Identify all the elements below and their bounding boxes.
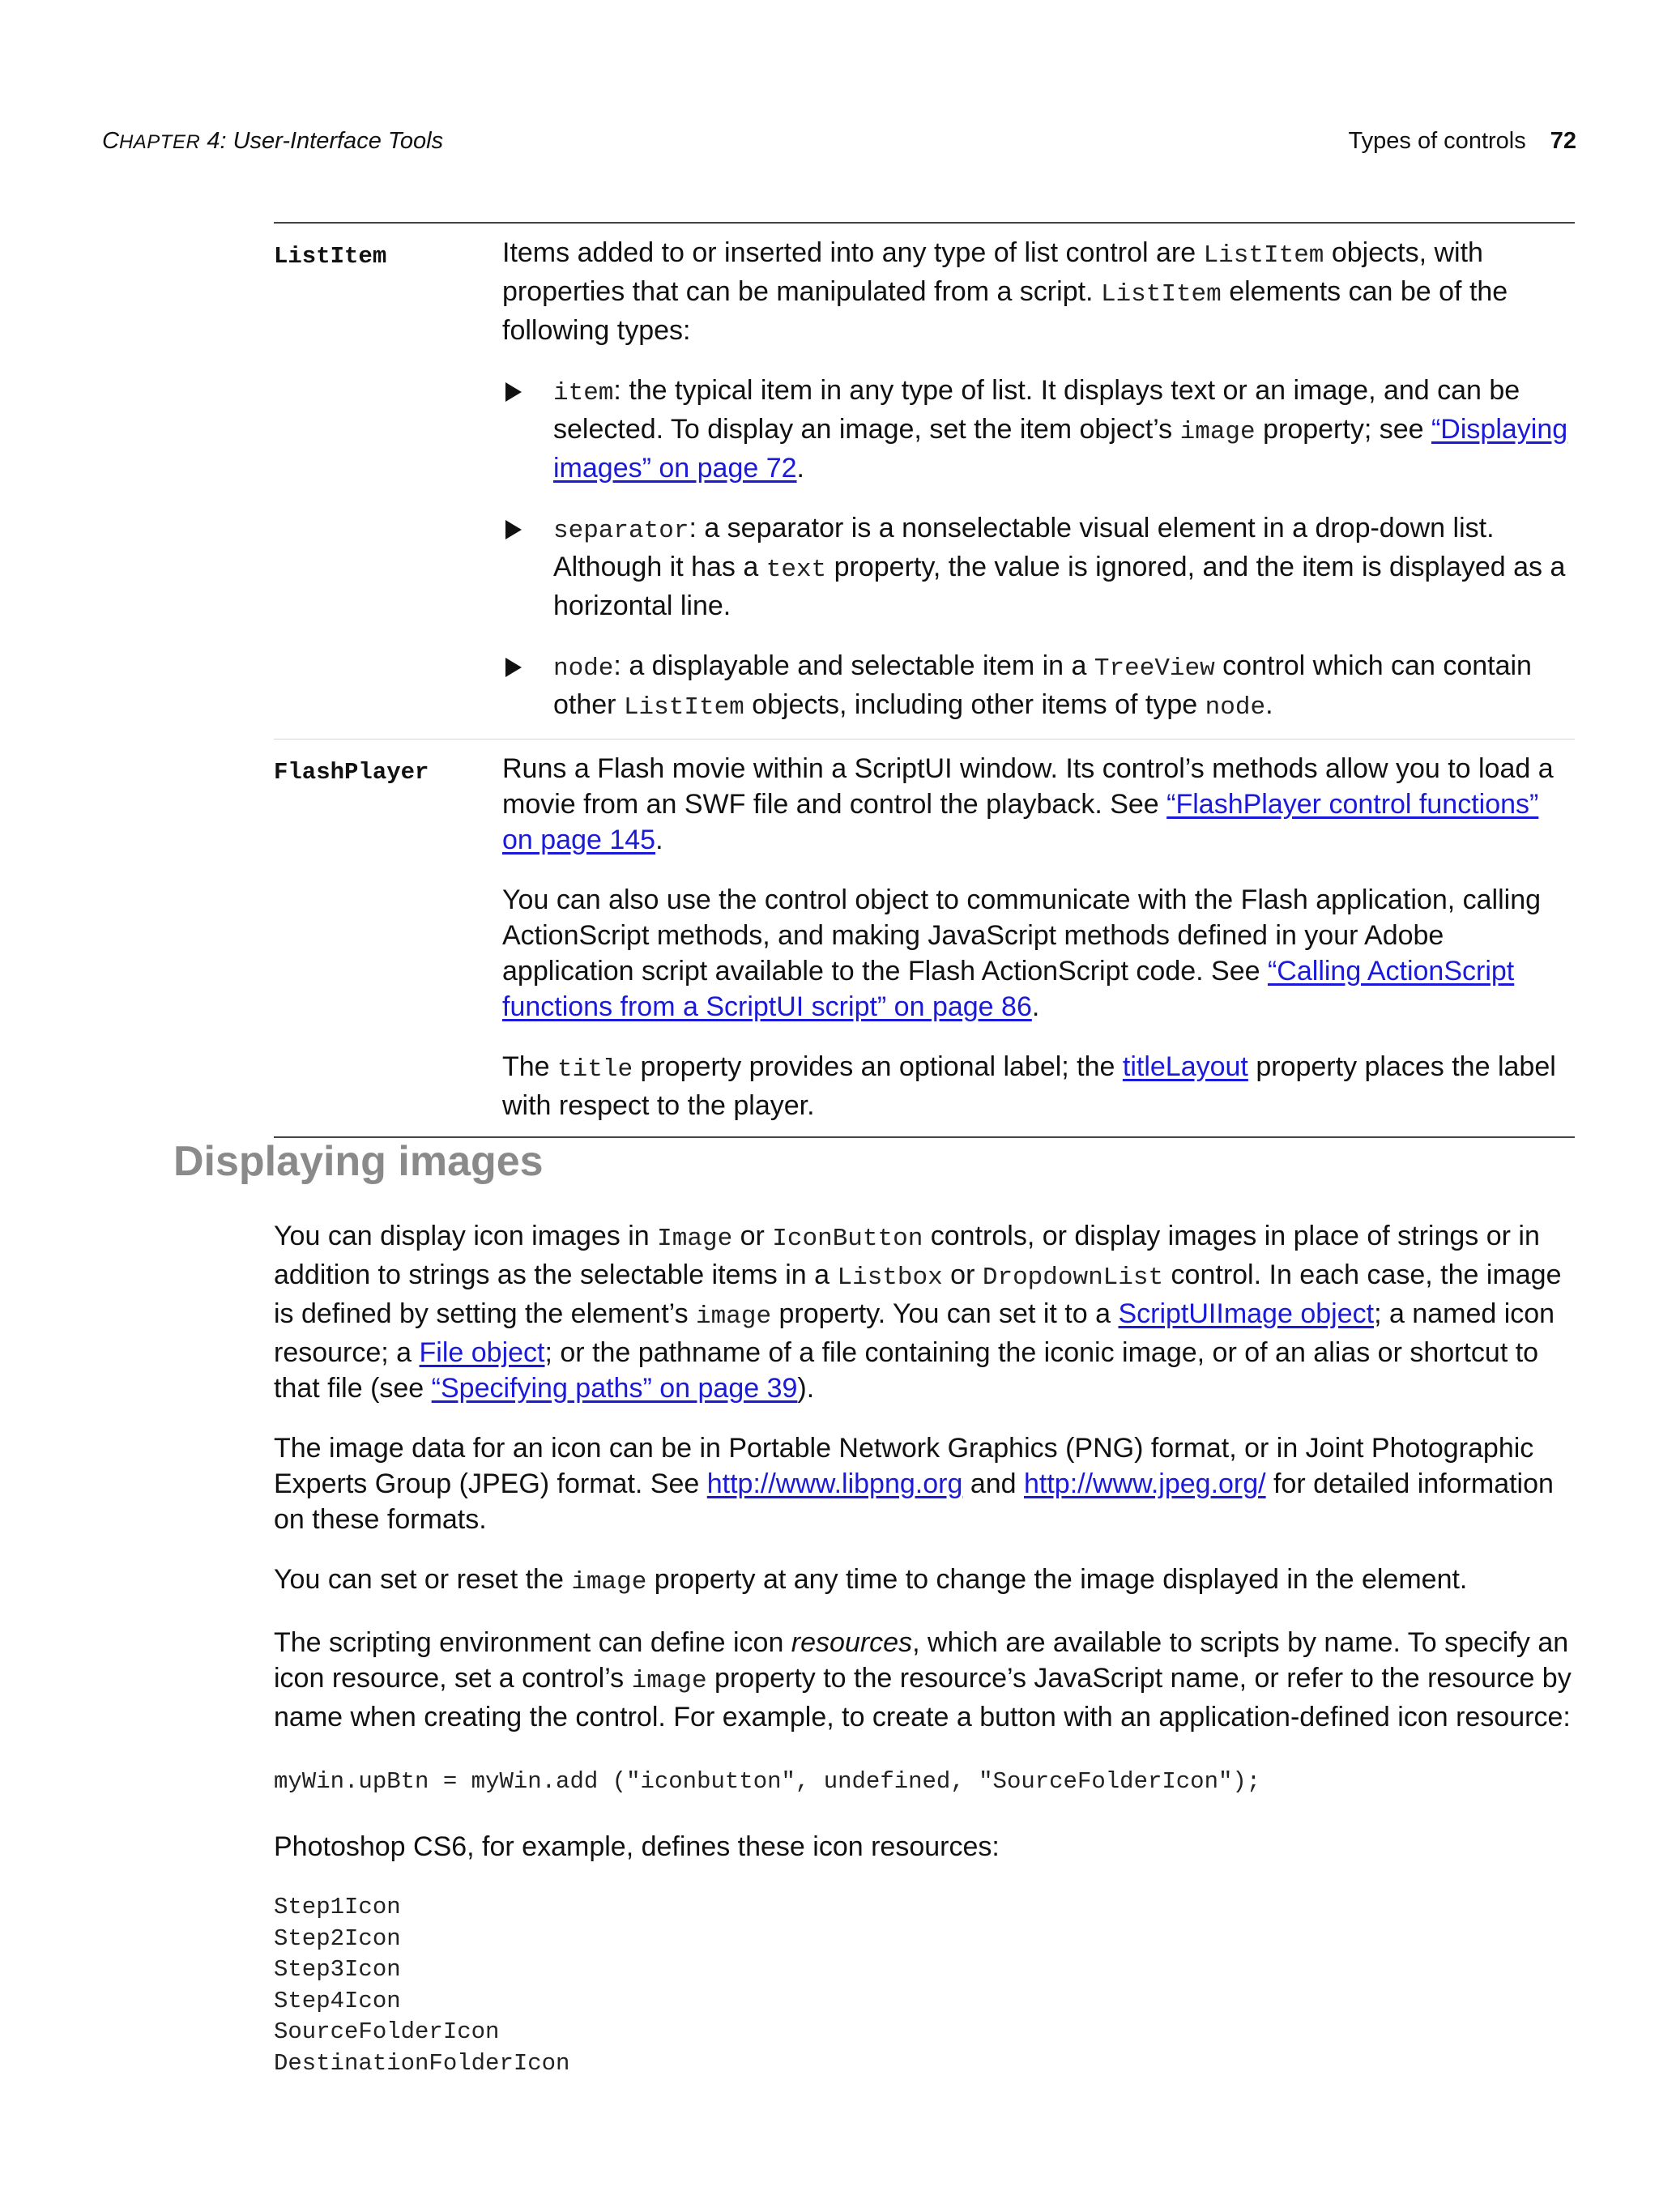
section-heading: Displaying images [173, 1138, 544, 1185]
table-row-listitem [274, 224, 1575, 739]
link-libpng[interactable]: http://www.libpng.org [706, 1468, 963, 1499]
link-displaying-images[interactable]: “Displaying images” on page 72 [553, 414, 1568, 484]
list-item: Step3Icon [274, 1956, 401, 1983]
body-para-4: The scripting environment can define icon resources, which are available to scripts by name. To specify an icon resource, set a control’s image property to the resource’s JavaScript name, or refer to the resource by name when creating the control. For example, to create a button with an application-defined icon resource: [274, 1627, 1572, 1733]
link-flashplayer-functions[interactable]: “FlashPlayer control functions” on page 145 [502, 789, 1539, 855]
header-right [1349, 128, 1576, 155]
flashplayer-para-2: You can also use the control object to communicate with the Flash application, calling ActionScript methods, and making JavaScript methods defined in your Adobe application script available to the Flash ActionScript code. See “Calling ActionScript functions from a ScriptUI script” on page 86. [502, 884, 1542, 1022]
link-calling-actionscript[interactable]: “Calling ActionScript functions from a ScriptUI script” on page 86 [502, 956, 1515, 1022]
icon-resource-list [274, 1892, 1575, 2079]
control-description-listitem [502, 235, 1575, 726]
control-name-flashplayer: FlashPlayer [274, 759, 429, 786]
body-para-5: Photoshop CS6, for example, defines these icon resources: [274, 1831, 1000, 1862]
triangle-bullet-icon [505, 520, 522, 539]
list-item: separator: a separator is a nonselectable visual element in a drop-down list. Although it has a text property, the value is ignored, and the item is displayed as a horizontal line. [502, 510, 1575, 624]
listitem-types-list [502, 373, 1575, 726]
link-specifying-paths[interactable]: “Specifying paths” on page 39 [431, 1373, 798, 1404]
chapter-title: CHAPTER 4: User-Interface Tools [102, 128, 444, 154]
page-header [102, 128, 1576, 160]
controls-table [274, 222, 1575, 1138]
list-item: Step4Icon [274, 1987, 401, 2014]
listitem-intro: Items added to or inserted into any type of list control are ListItem objects, with properties that can be manipulated from a script. ListItem elements can be of the following types: [502, 237, 1508, 346]
code-example: myWin.upBtn = myWin.add ("iconbutton", undefined, "SourceFolderIcon"); [274, 1768, 1261, 1795]
list-item: DestinationFolderIcon [274, 2049, 570, 2077]
link-scriptuiimage-object[interactable]: ScriptUIImage object [1118, 1298, 1375, 1329]
table-row-flashplayer [274, 739, 1575, 1136]
control-name-listitem: ListItem [274, 243, 387, 270]
triangle-bullet-icon [505, 658, 522, 677]
page-number: 72 [1550, 128, 1576, 154]
list-item: node: a displayable and selectable item in a TreeView control which can contain other ListItem objects, including other items of type node. [502, 648, 1575, 726]
flashplayer-para-1: Runs a Flash movie within a ScriptUI window. Its control’s methods allow you to load a movie from an SWF file and control the playback. See “FlashPlayer control functions” on page 145. [502, 753, 1554, 855]
flashplayer-para-3: The title property provides an optional label; the titleLayout property places the label with respect to the player. [502, 1051, 1556, 1121]
link-file-object[interactable]: File object [419, 1337, 545, 1368]
body-para-2: The image data for an icon can be in Portable Network Graphics (PNG) format, or in Joint Photographic Experts Group (JPEG) format. See http://www.libpng.org and http://www.jpeg.org/ for detailed information on these formats. [274, 1433, 1554, 1535]
list-item: Step1Icon [274, 1894, 401, 1920]
section-body [274, 1218, 1575, 2079]
section-name: Types of controls [1348, 128, 1526, 154]
link-titlelayout[interactable]: titleLayout [1122, 1051, 1248, 1082]
body-para-1: You can display icon images in Image or IconButton controls, or display images in place of strings or in addition to strings as the selectable items in a Listbox or DropdownList control. In each case, the image is defined by setting the element’s image property. You can set it to a ScriptUIImage object; a named icon resource; a File object; or the pathname of a file containing the iconic image, or of an alias or shortcut to that file (see “Specifying paths” on page 39). [274, 1221, 1562, 1404]
link-jpeg[interactable]: http://www.jpeg.org/ [1024, 1468, 1266, 1499]
list-item: Step2Icon [274, 1924, 401, 1952]
body-para-3: You can set or reset the image property at any time to change the image displayed in the element. [274, 1564, 1468, 1596]
triangle-bullet-icon [505, 382, 522, 402]
list-item: item: the typical item in any type of list. It displays text or an image, and can be selected. To display an image, set the item object’s image property; see “Displaying images” on page 72. [502, 373, 1575, 486]
control-description-flashplayer [502, 751, 1575, 1123]
list-item: SourceFolderIcon [274, 2018, 500, 2045]
